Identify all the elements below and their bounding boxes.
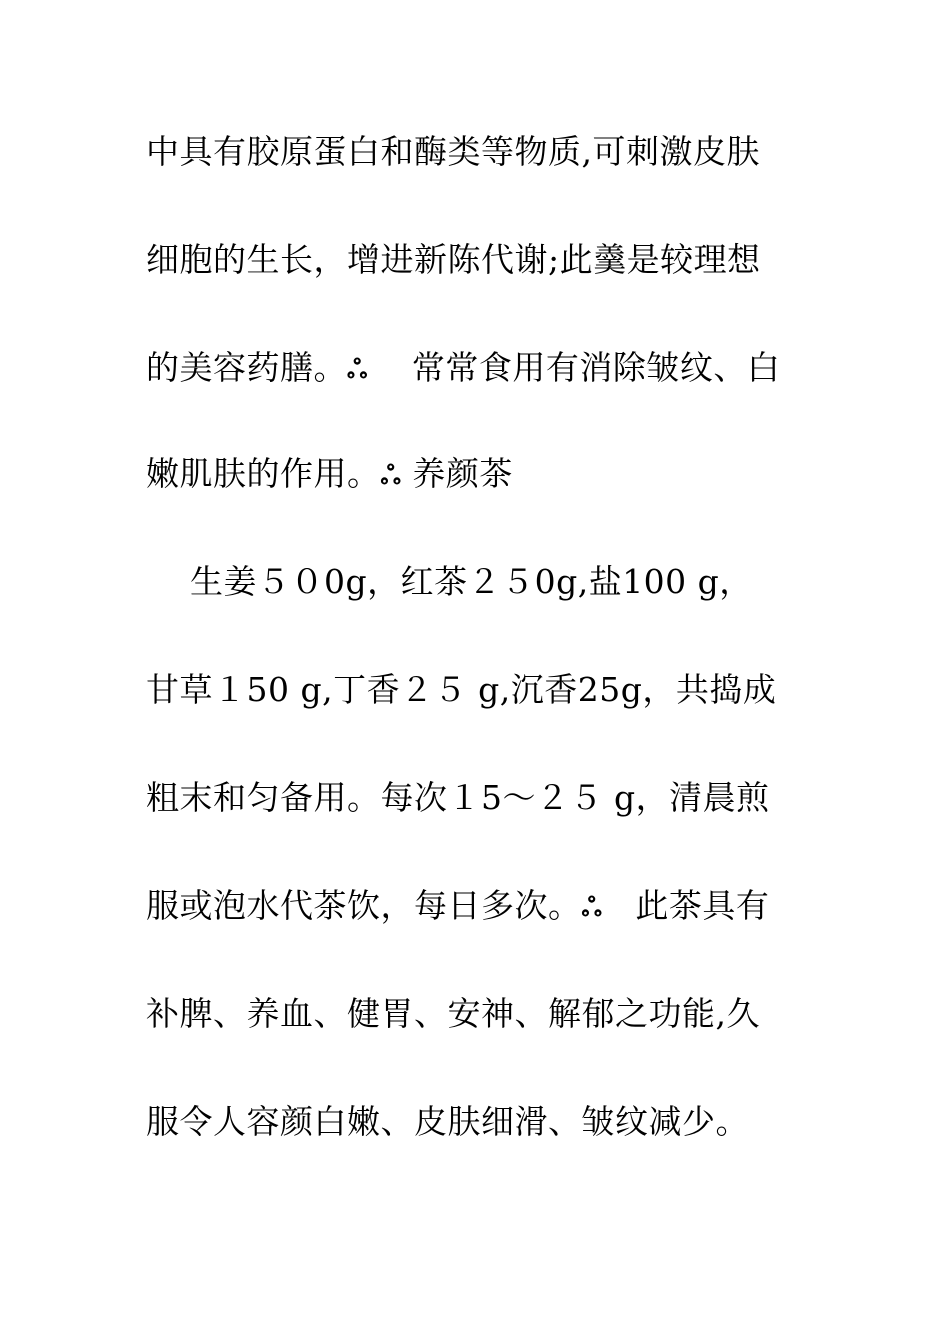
text-line-5: 生姜５０0g，红茶２５0g,盐100 g， — [146, 562, 753, 601]
text-segment: 嫩肌肤的作用。 — [146, 454, 381, 493]
text-line-2: 细胞的生长，增进新陈代谢;此羹是较理想 — [146, 240, 761, 279]
text-line-3 — [146, 342, 780, 394]
text-line-7: 粗末和匀备用。每次１5～２５ g，清晨煎 — [146, 778, 770, 817]
text-line-10: 服令人容颜白嫩、皮肤细滑、皱纹减少。 — [146, 1102, 749, 1141]
text-line-9: 补脾、养血、健胃、安神、解郁之功能,久 — [146, 994, 760, 1033]
text-segment: 此茶具有 — [602, 886, 770, 925]
text-line-8 — [146, 880, 769, 932]
text-line-1: 中具有胶原蛋白和酶类等物质,可刺激皮肤 — [146, 132, 760, 171]
paragraph-mark-icon: ஃ — [581, 893, 603, 923]
text-segment: 常常食用有消除皱纹、白 — [367, 348, 781, 387]
paragraph-mark-icon: ஃ — [347, 355, 368, 385]
text-segment: 的美容药膳。 — [146, 348, 347, 387]
text-segment: 服或泡水代茶饮，每日多次。 — [146, 886, 582, 925]
text-line-6: 甘草１50 g,丁香２５ g,沉香25g，共捣成 — [146, 670, 777, 709]
section-heading: 养颜茶 — [401, 454, 513, 493]
text-line-4 — [146, 448, 513, 500]
paragraph-mark-icon: ஃ — [380, 461, 402, 491]
